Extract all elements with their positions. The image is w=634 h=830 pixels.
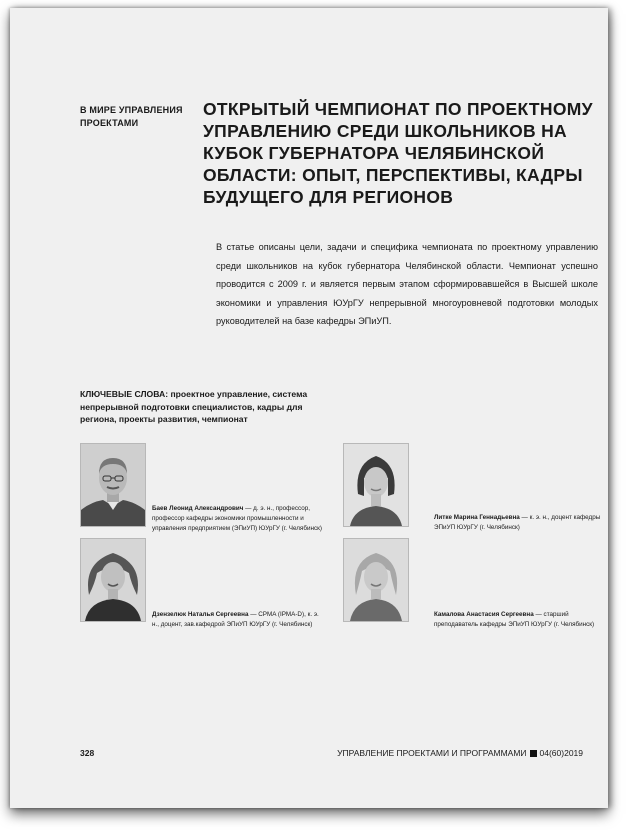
author-info: — старший преподаватель кафедры ЭПиУП ЮУрГУ (г. Челябинск) [434,611,595,628]
author-photo-baev [80,443,146,527]
author-info: — к. э. н., доцент кафедры ЭПиУП ЮУрГУ (г. Челябинск) [434,514,601,531]
author-dzenzeliuk [152,610,322,630]
author-litke [434,513,604,533]
author-photo-litke [343,443,409,527]
square-separator-icon [530,750,537,757]
author-photo-kamalova [343,538,409,622]
author-photo-dzenzeliuk [80,538,146,622]
journal-footer [337,748,583,758]
section-label-line2: ПРОЕКТАМИ [80,118,139,128]
author-kamalova [434,610,604,630]
journal-issue: 04(60)2019 [539,748,583,758]
section-label [80,104,190,130]
author-baev [152,504,322,534]
article-abstract: В статье описаны цели, задачи и специфика чемпионата по проектному управлению среди школьников на кубок губернатора Челябинской области. Чемпионат успешно проводится с 2009 г. и является первым этапом сформировавшейся в Высшей школе экономики и управления ЮУрГУ непрерывной многоуровневой подготовки молодых руководителей на базе кафедры ЭПиУП. [216,242,598,326]
author-name: Дзензелюк Наталья Сергеевна [152,611,249,618]
author-info: — д. э. н., профессор, профессор кафедры экономики промышленности и управления предприятием (ЭПиУП) ЮУрГУ (г. Челябинск) [152,505,322,532]
journal-name: УПРАВЛЕНИЕ ПРОЕКТАМИ И ПРОГРАММАМИ [337,748,527,758]
author-info: — CPMA (IPMA-D), к. э. н., доцент, зав.кафедрой ЭПиУП ЮУрГУ (г. Челябинск) [152,611,319,628]
article-keywords: КЛЮЧЕВЫЕ СЛОВА: проектное управление, система непрерывной подготовки специалистов, кадры для региона, проекты развития, чемпионат [80,389,308,424]
article-title: ОТКРЫТЫЙ ЧЕМПИОНАТ ПО ПРОЕКТНОМУ УПРАВЛЕНИЮ СРЕДИ ШКОЛЬНИКОВ НА КУБОК ГУБЕРНАТОРА ЧЕЛЯБИНСКОЙ ОБЛАСТИ: ОПЫТ, ПЕРСПЕКТИВЫ, КАДРЫ БУДУЩЕГО ДЛЯ РЕГИОНОВ [203,99,593,207]
author-name: Камалова Анастасия Сергеевна [434,611,534,618]
section-label-line1: В МИРЕ УПРАВЛЕНИЯ [80,105,183,115]
author-name: Литке Марина Геннадьевна [434,514,520,521]
journal-page [10,8,608,808]
author-name: Баев Леонид Александрович [152,505,244,512]
page-number: 328 [80,748,95,758]
